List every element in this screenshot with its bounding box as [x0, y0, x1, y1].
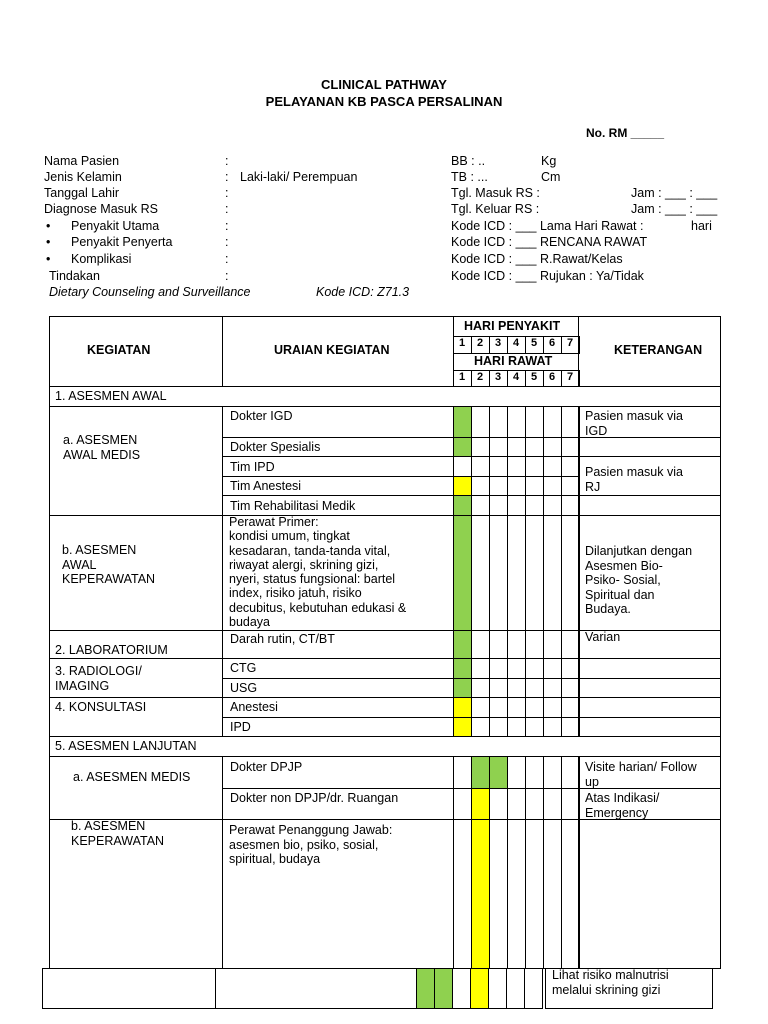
day-cell — [453, 788, 472, 820]
uraian-perawat-primer: Perawat Primer: kondisi umum, tingkat kesadaran, tanda-tanda vital, riwayat alergi, skrining gizi, nyeri, status fungsional: bartel index, risiko jatuh, risiko decubitus, kebutuhan edukasi & budaya — [229, 515, 407, 630]
jenis-label: Jenis Kelamin — [44, 170, 122, 184]
uraian-ipd: IPD — [230, 720, 251, 734]
day-cell — [543, 819, 562, 969]
colon: : — [225, 202, 229, 216]
kegiatan-cell — [42, 968, 216, 1009]
day-cell — [543, 756, 562, 789]
day-cell — [561, 788, 580, 820]
colon: : — [225, 186, 229, 200]
asesmen-awal-keperawatan: b. ASESMEN AWAL KEPERAWATAN — [62, 543, 156, 586]
day-cell — [525, 658, 544, 679]
day-cell — [525, 756, 544, 789]
keterangan-cell — [578, 819, 721, 969]
uraian-dokter-dpjp: Dokter DPJP — [230, 760, 303, 774]
day-cell — [561, 406, 580, 438]
day-cell — [489, 495, 508, 516]
uraian-perawat-pj: Perawat Penanggung Jawab: asesmen bio, psiko, sosial, spiritual, budaya — [229, 823, 393, 866]
day-cell — [507, 515, 526, 631]
day-cell — [561, 819, 580, 969]
uraian-anestesi: Anestesi — [230, 700, 278, 714]
uraian-cell — [222, 658, 454, 679]
day-cell — [507, 406, 526, 438]
penyakit-utama-label: Penyakit Utama — [71, 219, 160, 233]
day-number: 3 — [494, 371, 502, 383]
day-cell — [471, 406, 490, 438]
day-cell — [471, 697, 490, 718]
day-number: 2 — [476, 371, 484, 383]
day-cell — [507, 756, 526, 789]
keterangan-cell — [578, 717, 721, 737]
header-hari-penyakit: HARI PENYAKIT — [464, 319, 561, 333]
day-cell — [525, 476, 544, 496]
komplikasi-label: Komplikasi — [71, 252, 132, 266]
dietary-label: Dietary Counseling and Surveillance — [49, 285, 251, 299]
keterangan-atas-indikasi: Atas Indikasi/ Emergency — [585, 791, 660, 820]
uraian-dokter-spesialis: Dokter Spesialis — [230, 440, 321, 454]
keterangan-varian: Varian — [585, 630, 621, 644]
day-number: 1 — [458, 337, 466, 349]
day-cell — [525, 697, 544, 718]
nama-label: Nama Pasien — [44, 154, 120, 168]
day-cell — [471, 476, 490, 496]
day-cell — [453, 630, 472, 659]
kegiatan-cell — [49, 756, 223, 820]
bullet-icon: • — [46, 219, 51, 233]
day-cell — [453, 437, 472, 457]
day-cell — [507, 819, 526, 969]
day-cell — [489, 630, 508, 659]
day-cell — [507, 788, 526, 820]
day-cell — [471, 630, 490, 659]
day-cell — [507, 437, 526, 457]
day-cell — [561, 717, 580, 737]
header-uraian: URAIAN KEGIATAN — [274, 343, 390, 357]
day-cell — [561, 495, 580, 516]
day-cell — [416, 968, 435, 1009]
day-cell — [507, 697, 526, 718]
uraian-tim-rehab: Tim Rehabilitasi Medik — [230, 499, 356, 513]
day-cell — [471, 658, 490, 679]
tgl-masuk-label: Tgl. Masuk RS : — [451, 186, 540, 200]
day-cell — [489, 756, 508, 789]
bb-unit: Kg — [541, 154, 557, 168]
day-cell — [543, 495, 562, 516]
diagnose-label: Diagnose Masuk RS — [44, 202, 158, 216]
day-cell — [543, 515, 562, 631]
day-cell — [489, 658, 508, 679]
day-cell — [507, 717, 526, 737]
day-cell — [471, 437, 490, 457]
day-cell — [489, 717, 508, 737]
no-rm: No. RM _____ — [586, 126, 665, 140]
day-cell — [525, 819, 544, 969]
kode-icd-3: Kode ICD : ___ R.Rawat/Kelas — [451, 252, 623, 266]
colon: : — [225, 154, 229, 168]
day-cell — [543, 678, 562, 698]
day-cell — [434, 968, 453, 1009]
day-cell — [507, 678, 526, 698]
day-cell — [561, 515, 580, 631]
day-cell — [507, 658, 526, 679]
day-cell — [561, 476, 580, 496]
day-cell — [453, 456, 472, 477]
day-cell — [453, 495, 472, 516]
day-cell — [525, 437, 544, 457]
day-cell — [561, 437, 580, 457]
day-cell — [507, 476, 526, 496]
day-cell — [489, 819, 508, 969]
day-number: 5 — [530, 371, 538, 383]
dietary-icd: Kode ICD: Z71.3 — [316, 285, 410, 299]
day-cell — [561, 678, 580, 698]
day-cell — [453, 678, 472, 698]
jam-masuk: Jam : ___ : ___ — [631, 186, 718, 200]
day-cell — [488, 968, 507, 1009]
day-cell — [543, 788, 562, 820]
colon: : — [225, 252, 229, 266]
keterangan-igd: Pasien masuk via IGD — [585, 409, 683, 438]
asesmen-awal-medis: a. ASESMEN AWAL MEDIS — [63, 433, 141, 462]
tgl-keluar-label: Tgl. Keluar RS : — [451, 202, 540, 216]
day-cell — [525, 406, 544, 438]
keterangan-cell — [578, 495, 721, 516]
colon: : — [225, 219, 229, 233]
day-cell — [525, 515, 544, 631]
day-cell — [507, 456, 526, 477]
day-cell — [453, 819, 472, 969]
section-3-label: 3. RADIOLOGI/ IMAGING — [55, 664, 142, 693]
hari-label: hari — [691, 219, 712, 233]
kode-icd-1: Kode ICD : ___ Lama Hari Rawat : — [451, 219, 644, 233]
bullet-icon: • — [46, 235, 51, 249]
day-cell — [525, 630, 544, 659]
kode-icd-4: Kode ICD : ___ Rujukan : Ya/Tidak — [451, 269, 644, 283]
day-number: 4 — [512, 337, 520, 349]
day-cell — [471, 515, 490, 631]
colon: : — [225, 269, 229, 283]
day-cell — [561, 456, 580, 477]
day-number: 4 — [512, 371, 520, 383]
keterangan-visite: Visite harian/ Follow up — [585, 760, 697, 789]
section-1-label: 1. ASESMEN AWAL — [55, 389, 167, 403]
keterangan-cell — [578, 697, 721, 718]
day-cell — [525, 788, 544, 820]
day-number: 6 — [548, 337, 556, 349]
day-cell — [489, 437, 508, 457]
day-cell — [489, 788, 508, 820]
day-cell — [453, 717, 472, 737]
day-cell — [543, 437, 562, 457]
day-cell — [471, 495, 490, 516]
asesmen-medis: a. ASESMEN MEDIS — [73, 770, 191, 784]
day-number: 3 — [494, 337, 502, 349]
day-number: 7 — [566, 337, 574, 349]
bb-label: BB : .. — [451, 154, 486, 168]
day-cell — [453, 658, 472, 679]
colon: : — [225, 235, 229, 249]
section-5-label: 5. ASESMEN LANJUTAN — [55, 739, 197, 753]
day-cell — [489, 476, 508, 496]
keterangan-malnutrisi: Lihat risiko malnutrisi melalui skrining gizi — [552, 968, 669, 997]
tb-label: TB : ... — [451, 170, 488, 184]
header-kegiatan: KEGIATAN — [87, 343, 151, 357]
day-cell — [471, 788, 490, 820]
day-number: 1 — [458, 371, 466, 383]
uraian-cell — [215, 968, 417, 1009]
colon: : — [225, 170, 229, 184]
keterangan-cell — [578, 658, 721, 679]
day-cell — [489, 515, 508, 631]
day-cell — [543, 476, 562, 496]
keterangan-rj: Pasien masuk via RJ — [585, 465, 683, 494]
tb-unit: Cm — [541, 170, 561, 184]
day-cell — [489, 678, 508, 698]
uraian-dokter-igd: Dokter IGD — [230, 409, 293, 423]
uraian-tim-anestesi: Tim Anestesi — [230, 479, 302, 493]
day-cell — [507, 495, 526, 516]
asesmen-keperawatan: b. ASESMEN KEPERAWATAN — [71, 819, 165, 848]
day-cell — [525, 678, 544, 698]
day-cell — [489, 456, 508, 477]
day-number: 2 — [476, 337, 484, 349]
keterangan-cell — [578, 437, 721, 457]
day-cell — [524, 968, 543, 1009]
title-line1: CLINICAL PATHWAY — [321, 77, 447, 92]
day-cell — [471, 756, 490, 789]
day-cell — [543, 456, 562, 477]
uraian-ctg: CTG — [230, 661, 257, 675]
keterangan-lanjut: Dilanjutkan dengan Asesmen Bio- Psiko- Sosial, Spiritual dan Budaya. — [585, 544, 693, 616]
uraian-darah: Darah rutin, CT/BT — [230, 632, 335, 646]
day-cell — [471, 819, 490, 969]
title-line2: PELAYANAN KB PASCA PERSALINAN — [265, 94, 503, 109]
day-cell — [507, 630, 526, 659]
day-cell — [470, 968, 489, 1009]
day-number: 7 — [566, 371, 574, 383]
penyakit-penyerta-label: Penyakit Penyerta — [71, 235, 173, 249]
day-cell — [453, 756, 472, 789]
day-number: 6 — [548, 371, 556, 383]
uraian-dokter-non-dpjp: Dokter non DPJP/dr. Ruangan — [230, 791, 399, 805]
day-cell — [525, 717, 544, 737]
day-cell — [543, 630, 562, 659]
tgl-lahir-label: Tanggal Lahir — [44, 186, 120, 200]
uraian-tim-ipd: Tim IPD — [230, 460, 275, 474]
day-cell — [543, 697, 562, 718]
day-cell — [453, 406, 472, 438]
bullet-icon: • — [46, 252, 51, 266]
day-cell — [471, 678, 490, 698]
day-cell — [471, 717, 490, 737]
day-number: 5 — [530, 337, 538, 349]
day-cell — [489, 697, 508, 718]
jenis-value: Laki-laki/ Perempuan — [240, 170, 358, 184]
uraian-usg: USG — [230, 681, 258, 695]
header-hari-rawat: HARI RAWAT — [474, 354, 553, 368]
section-2-label: 2. LABORATORIUM — [55, 643, 168, 657]
day-cell — [543, 406, 562, 438]
day-cell — [525, 495, 544, 516]
keterangan-cell — [578, 678, 721, 698]
day-cell — [471, 456, 490, 477]
jam-keluar: Jam : ___ : ___ — [631, 202, 718, 216]
kode-icd-2: Kode ICD : ___ RENCANA RAWAT — [451, 235, 648, 249]
day-cell — [453, 476, 472, 496]
day-cell — [561, 658, 580, 679]
day-cell — [452, 968, 471, 1009]
day-cell — [543, 717, 562, 737]
tindakan-label: Tindakan — [49, 269, 100, 283]
day-cell — [489, 406, 508, 438]
day-cell — [561, 756, 580, 789]
day-cell — [453, 515, 472, 631]
header-keterangan: KETERANGAN — [614, 343, 703, 357]
day-cell — [543, 658, 562, 679]
day-cell — [453, 697, 472, 718]
uraian-cell — [222, 717, 454, 737]
day-cell — [525, 456, 544, 477]
day-cell — [506, 968, 525, 1009]
section-4-label: 4. KONSULTASI — [55, 700, 147, 714]
day-cell — [561, 630, 580, 659]
day-cell — [561, 697, 580, 718]
